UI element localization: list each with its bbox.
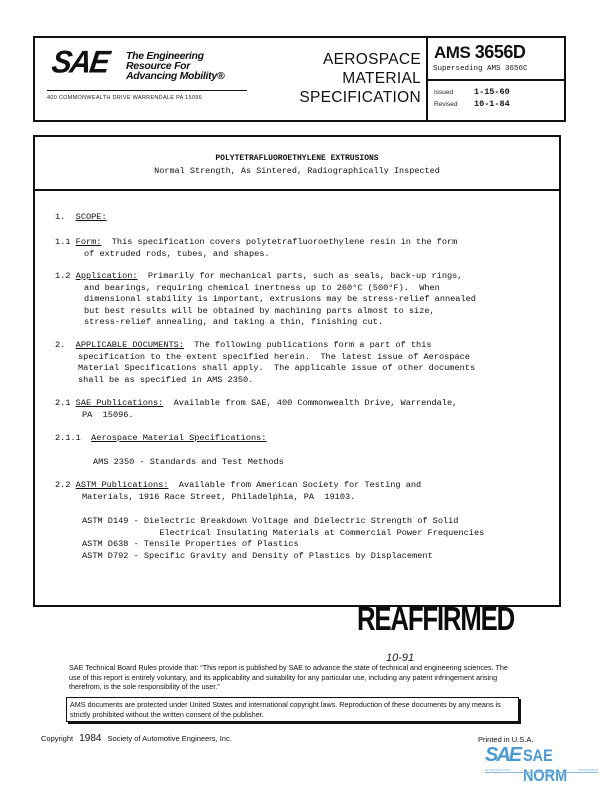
ams-code: 3656D [474,42,526,62]
section-text-line: Available from SAE, 400 Commonwealth Drive, Warrendale, [163,398,458,408]
issued-label: Issued [434,89,454,96]
section-heading: Application: [75,271,138,281]
tagline-line: Resource For [126,60,191,72]
copyright-label: Copyright [41,734,74,743]
section-text-line: and bearings, requiring chemical inertness up to 260°C (500°F). When [84,282,440,293]
printed-in: Printed in U.S.A. [478,735,534,744]
section-heading: SAE Publications: [75,398,164,408]
header-box [33,36,429,122]
copyright-notice-box: AMS documents are protected under United States and international copyright laws. Reproduction of these documents by any means is strictly prohibited without the written consent of the publisher. [66,697,519,722]
title-line-1: POLYTETRAFLUOROETHYLENE EXTRUSIONS [215,154,379,163]
revised-row [434,99,510,111]
reaffirmed-stamp: REAFFIRMED [357,600,515,637]
document-title [35,153,559,177]
ams-number-block [428,38,564,81]
watermark-sub-right: STANDARDS [577,768,598,772]
spec-title-line: SPECIFICATION [299,89,421,106]
watermark-sub-left: INTERNATIONAL [485,768,512,772]
section-number: 2. [55,340,66,350]
section-number: 1.2 [55,271,71,281]
reference-item: ASTM D149 - Dielectric Breakdown Voltage and Dielectric Strength of Solid [82,516,459,526]
section-text-line: Materials, 1916 Race Street, Philadelphia, PA 19103. [82,491,356,502]
reaffirmed-date: 10-91 [386,652,415,664]
spec-title-line: AEROSPACE [322,51,421,68]
ams-number [434,42,525,63]
section-1-2 [55,271,462,283]
section-heading: Aerospace Material Specifications: [91,433,267,443]
section-text-line: dimensional stability is important, extrusions may be stress-relief annealed [84,294,476,305]
section-number: 2.1 [55,398,71,408]
copyright-year: 1984 [79,733,102,744]
reference-item: AMS 2350 - Standards and Test Methods [93,457,284,467]
section-text-line: Material Specifications shall apply. The applicable issue of other documents [78,363,476,374]
section-heading: ASTM Publications: [75,480,169,490]
section-text-line: specification to the extent specified herein. The latest issue of Aerospace [78,351,470,362]
section-1-1 [55,237,457,249]
section-text-line: Primarily for mechanical parts, such as seals, back-up rings, [137,271,463,281]
section-text-line: PA 15096. [82,409,134,420]
section-text-line: The following publications form a part of this [183,340,432,350]
section-2 [55,340,432,352]
issued-date: 1-15-60 [474,87,510,97]
tagline-line: The Engineering [126,50,204,62]
section-number: 1.1 [55,237,71,247]
section-text-line: This specification covers polytetrafluoroethylene resin in the form [101,237,458,247]
section-text-line: stress-relief annealing, and taking a thin, finishing cut. [84,317,384,328]
section-1 [55,212,107,224]
watermark-subtitle [485,768,598,773]
reference-item: ASTM D638 - Tensile Properties of Plastics [82,539,299,550]
section-number: 2.2 [55,480,71,490]
title-divider [35,189,559,191]
section-text-line: shall be as specified in AMS 2350. [78,374,254,385]
sae-norm-text: SAE NORM [523,746,568,785]
section-text-line: Available from American Society for Testing and [168,480,422,490]
spec-title [299,50,421,107]
superseding-note: Superseding AMS 3656C [433,65,528,73]
section-2-2 [55,480,421,492]
issued-row [434,87,510,99]
section-text-line: but best results will be obtained by machining parts almost to size, [84,305,435,316]
ams-label: AMS [434,43,471,62]
reference-item: Electrical Insulating Materials at Commercial Power Frequencies [82,527,485,538]
spec-title-line: MATERIAL [342,70,421,87]
reference-item: ASTM D792 - Specific Gravity and Density of Plastics by Displacement [82,550,433,561]
revised-label: Revised [434,101,458,108]
section-number: 1. [55,212,66,222]
title-line-2: Normal Strength, As Sintered, Radiographically Inspected [154,166,440,176]
sae-norm-watermark [485,744,600,785]
sae-address: 400 COMMONWEALTH DRIVE WARRENDALE PA 15096 [47,95,202,101]
section-text-line: of extruded rods, tubes, and shapes. [84,248,270,259]
ams-box [426,36,566,122]
tagline-line: Advancing Mobility® [126,70,225,82]
copyright-owner: Society of Automotive Engineers, Inc. [107,734,232,743]
section-2-1-1 [55,433,266,445]
section-heading: Form: [75,237,102,247]
logo-divider [47,90,247,91]
sae-watermark-logo-icon: SAE [485,744,521,766]
sae-logo: SAE [49,45,111,80]
section-heading: APPLICABLE DOCUMENTS: [75,340,184,350]
revised-date: 10-1-84 [474,99,510,109]
sae-tagline [126,51,224,81]
footer-copyright [41,733,232,744]
board-rules-notice: SAE Technical Board Rules provide that: “This report is published by SAE to advance the state of technical and engineering sciences. The use of this report is entirely voluntary, and its applicability and suitability for any particular use, including any patent infringement arising therefrom, is the sole responsibility of the user.” [69,663,508,691]
dates-block [434,87,510,111]
section-heading: SCOPE: [75,212,107,222]
section-2-1 [55,398,457,410]
section-number: 2.1.1 [55,433,81,443]
